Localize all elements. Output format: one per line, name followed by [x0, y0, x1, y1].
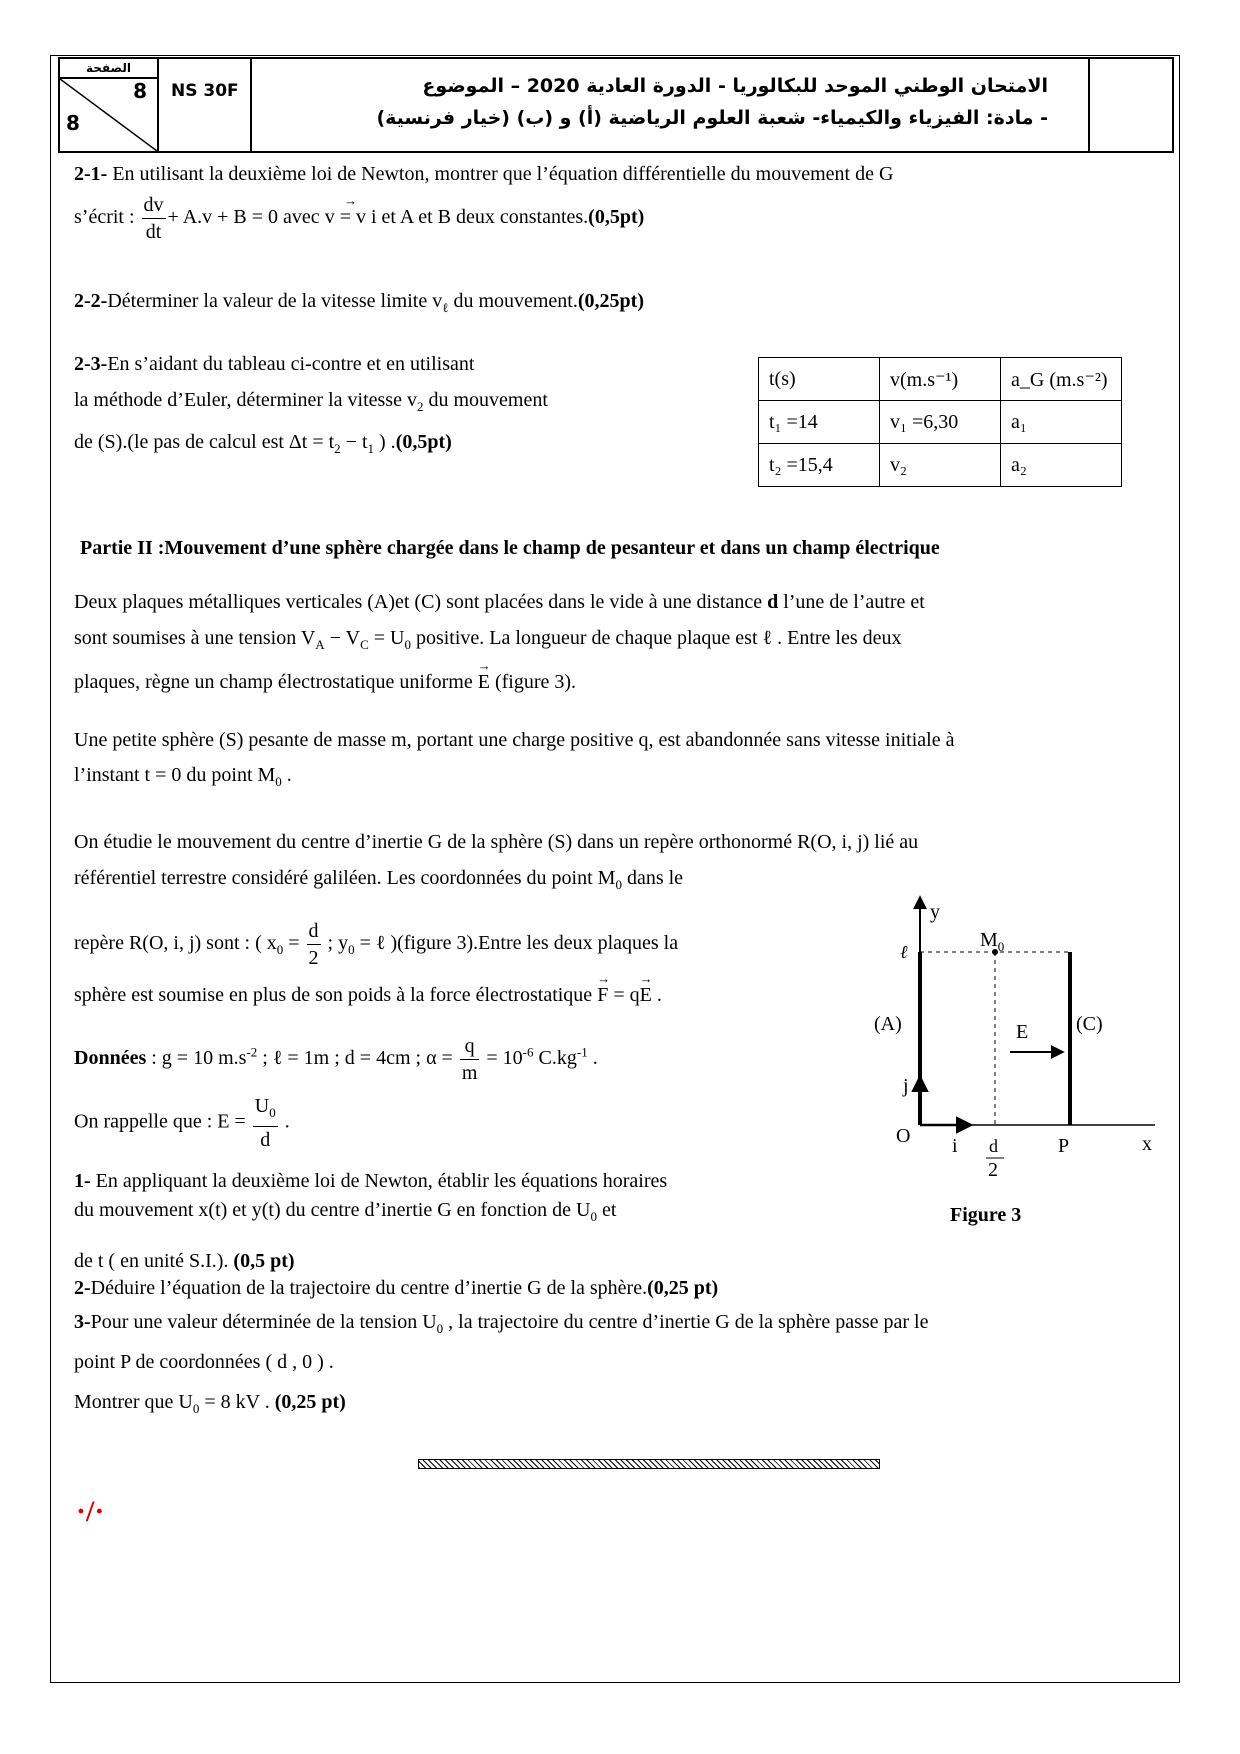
- table-header-row: [759, 358, 1122, 401]
- u0-over-d-fraction: [253, 1093, 278, 1153]
- question-text: du mouvement: [423, 389, 548, 411]
- question-2-3-line3: [74, 430, 452, 461]
- question-1-line2: [74, 1198, 616, 1229]
- table-header: a_G (m.s⁻²): [1001, 358, 1122, 401]
- text: du mouvement x(t) et y(t) du centre d’inertie G en fonction de U: [74, 1199, 591, 1221]
- subscript: 0: [192, 1401, 200, 1416]
- text: référentiel terrestre considéré galiléen. Les coordonnées du point M: [74, 867, 616, 889]
- text: = U: [368, 627, 405, 649]
- subscript: 2: [334, 441, 341, 456]
- text: .: [281, 764, 292, 786]
- page-number: 8: [133, 79, 147, 103]
- text: = ℓ )(figure 3).Entre les deux plaques la: [354, 932, 679, 955]
- question-number: 3-: [74, 1311, 91, 1333]
- text: dans le: [621, 867, 684, 889]
- question-2-3-line1: [74, 352, 474, 376]
- part2-p1-line1: [74, 590, 925, 614]
- text: C.kg: [533, 1047, 577, 1070]
- part2-p3-line2: [74, 866, 683, 897]
- label-y: y: [930, 901, 940, 923]
- eq-tail: et A et B deux constantes.: [376, 206, 589, 229]
- part2-p1-line2: [74, 626, 902, 657]
- numerator: dv: [142, 192, 166, 219]
- field-vector-E: → E: [478, 670, 490, 694]
- question-3-line3: [74, 1390, 346, 1421]
- numerator: [253, 1093, 278, 1127]
- numerator: d: [307, 918, 321, 945]
- question-number: 2-1-: [74, 163, 108, 185]
- exam-title-line1: الامتحان الوطني الموحد للبكالوريا - الدورة العادية 2020 – الموضوع: [422, 75, 1048, 97]
- data-line: [74, 1033, 598, 1086]
- table-row: [759, 444, 1122, 487]
- denominator: m: [461, 1062, 478, 1084]
- table-cell: v₁ =6,30: [880, 401, 1001, 444]
- eq-rest: + A.v + B = 0 avec: [167, 206, 325, 229]
- table-header: t(s): [759, 358, 880, 401]
- exam-code: NS 30F: [171, 81, 239, 101]
- question-text: Déterminer la valeur de la vitesse limite v: [107, 290, 443, 312]
- points: (0,25 pt): [647, 1277, 719, 1299]
- question-3-line1: [74, 1310, 929, 1341]
- text: l’une de l’autre et: [778, 591, 925, 613]
- table-cell: a₂: [1001, 444, 1122, 487]
- denominator: 2: [988, 1159, 998, 1181]
- label-l: ℓ: [900, 942, 908, 962]
- question-text: En s’aidant du tableau ci-contre et en utilisant: [107, 353, 475, 375]
- text: = 8 kV .: [199, 1391, 275, 1413]
- subscript: ℓ: [442, 300, 449, 315]
- continuation-mark: ·/·: [76, 1495, 105, 1528]
- table-header: v(m.s⁻¹): [880, 358, 1001, 401]
- subscript: 0: [615, 877, 622, 892]
- exam-header: [58, 57, 1174, 153]
- text: Deux plaques métalliques verticales (A)et (C) sont placées dans le vide à une distance: [74, 591, 768, 613]
- part2-p2-line1: Une petite sphère (S) pesante de masse m, portant une charge positive q, est abandonnée sans vitesse initiale à: [74, 729, 955, 751]
- subscript: 0: [436, 1321, 444, 1336]
- denominator: d: [260, 1129, 271, 1151]
- data-label: Données: [74, 1047, 147, 1070]
- points: (0,25pt): [577, 290, 644, 312]
- table-cell: t₂ =15,4: [759, 444, 880, 487]
- label-p: P: [1058, 1135, 1070, 1157]
- exam-code-cell: [159, 59, 252, 151]
- exam-title-line2: - مادة: الفيزياء والكيمياء- شعبة العلوم الرياضية (أ) و (ب) (خيار فرنسية): [376, 107, 1048, 129]
- label-x: x: [1142, 1133, 1152, 1155]
- text: U: [254, 1095, 270, 1117]
- force-vector-F: → F: [597, 983, 608, 1007]
- question-text-end: du mouvement.: [448, 290, 578, 312]
- superscript: -6: [522, 1044, 534, 1060]
- text: et: [597, 1199, 617, 1221]
- text: sont soumises à une tension V: [74, 627, 316, 649]
- question-number: 1-: [74, 1170, 91, 1192]
- part2-p1-line3: [74, 670, 576, 694]
- numerator: q: [460, 1033, 480, 1060]
- part2-p3-line4: [74, 983, 662, 1007]
- text: , la trajectoire du centre d’inertie G de la sphère passe par le: [443, 1311, 929, 1333]
- text: repère R(O, i, j) sont : ( x: [74, 932, 277, 955]
- subscript: 0: [276, 942, 284, 958]
- subscript: 0: [269, 1105, 276, 1120]
- text: − V: [324, 627, 361, 649]
- question-number: 2-3-: [74, 353, 108, 375]
- text: On rappelle que : E =: [74, 1110, 251, 1133]
- table-row: [759, 401, 1122, 444]
- distance-d: d: [767, 591, 779, 613]
- d-over-2-fraction: [307, 918, 321, 971]
- table-cell: t₁ =14: [759, 401, 880, 444]
- dv-dt-fraction: [142, 192, 166, 245]
- question-text: − t: [340, 431, 368, 453]
- part2-p3-line3: [74, 918, 678, 971]
- subscript: A: [315, 637, 325, 652]
- section-separator: [418, 1459, 880, 1469]
- page-label: الصفحة: [60, 59, 157, 79]
- part2-p3-line1: On étudie le mouvement du centre d’inertie G de la sphère (S) dans un repère orthonormé R(O, i, j) lié au: [74, 831, 919, 853]
- text: = 10: [481, 1047, 523, 1070]
- label-j: j: [903, 1075, 909, 1097]
- question-number: 2-: [74, 1277, 91, 1299]
- question-2-1-equation: [74, 192, 644, 245]
- text: =: [283, 932, 305, 955]
- part2-p2-line2: [74, 763, 292, 794]
- superscript: -2: [246, 1044, 258, 1060]
- text: positive. La longueur de chaque plaque est ℓ . Entre les deux: [410, 627, 902, 649]
- points: (0,5pt): [395, 431, 452, 453]
- subscript: 2: [416, 399, 424, 414]
- label-plate-c: (C): [1076, 1013, 1103, 1035]
- text: En appliquant la deuxième loi de Newton, établir les équations horaires: [90, 1170, 668, 1192]
- text: = q: [608, 984, 640, 1006]
- label-e: E: [1016, 1021, 1029, 1043]
- text: Déduire l’équation de la trajectoire du centre d’inertie G de la sphère.: [90, 1277, 648, 1299]
- denominator: dt: [145, 221, 162, 243]
- text: : g = 10 m.s: [146, 1047, 247, 1070]
- recall-line: [74, 1093, 290, 1153]
- question-3-line2: point P de coordonnées ( d , 0 ) .: [74, 1351, 334, 1373]
- text: sphère est soumise en plus de son poids à la force électrostatique: [74, 984, 598, 1006]
- page-number-cell: [60, 59, 159, 151]
- subscript: 0: [404, 637, 411, 652]
- points: (0,5pt): [588, 206, 645, 229]
- text: .: [587, 1047, 598, 1070]
- label-plate-a: (A): [874, 1013, 902, 1035]
- label-origin: O: [896, 1125, 911, 1147]
- question-text: En utilisant la deuxième loi de Newton, montrer que l’équation différentielle du mouvement de G: [107, 163, 894, 185]
- subscript: C: [360, 637, 369, 652]
- label-d: d: [989, 1136, 998, 1156]
- page-total: 8: [66, 111, 80, 135]
- text: ; ℓ = 1m ; d = 4cm ; α =: [257, 1047, 458, 1070]
- text: Montrer que U: [74, 1391, 193, 1413]
- data-table: [758, 357, 1122, 487]
- subscript: 0: [275, 774, 282, 789]
- question-1-line1: [74, 1169, 667, 1193]
- denominator: 2: [308, 947, 319, 969]
- question-2-1: [74, 162, 893, 186]
- subscript: 1: [367, 441, 375, 456]
- subscript: 0: [590, 1209, 597, 1224]
- text: (figure 3).: [489, 671, 577, 693]
- label-m0: $M_0$: [980, 929, 1005, 954]
- points: (0,25 pt): [274, 1391, 346, 1413]
- question-2: [74, 1276, 718, 1300]
- field-vector-E: → E: [640, 983, 652, 1007]
- text: de t ( en unité S.I.).: [74, 1250, 234, 1272]
- question-text: ) .: [374, 431, 396, 453]
- q-over-m-fraction: [460, 1033, 480, 1086]
- question-2-3-line2: [74, 388, 548, 419]
- text: Pour une valeur déterminée de la tension U: [90, 1311, 437, 1333]
- text: .: [279, 1110, 290, 1133]
- title-cell: [252, 59, 1090, 151]
- velocity-vector-eq: → v = v i: [325, 205, 377, 229]
- question-1-line3: [74, 1249, 295, 1273]
- text: l’instant t = 0 du point M: [74, 764, 276, 786]
- figure-3: [870, 890, 1160, 1160]
- table-cell: a₁: [1001, 401, 1122, 444]
- question-text: de (S).(le pas de calcul est Δt = t: [74, 431, 335, 453]
- label-i: i: [952, 1135, 958, 1157]
- text: .: [651, 984, 662, 1006]
- points: (0,5 pt): [233, 1250, 295, 1272]
- subscript: 0: [348, 942, 355, 958]
- eq-prefix: s’écrit :: [74, 206, 140, 229]
- superscript: -1: [576, 1044, 588, 1060]
- question-text: la méthode d’Euler, déterminer la vitesse v: [74, 389, 417, 411]
- part2-title: Partie II :Mouvement d’une sphère chargée dans le champ de pesanteur et dans un champ électrique: [80, 537, 940, 559]
- text: ; y: [322, 932, 349, 955]
- figure-caption: Figure 3: [950, 1204, 1022, 1226]
- table-cell: v₂: [880, 444, 1001, 487]
- question-number: 2-2-: [74, 290, 108, 312]
- question-2-2: [74, 289, 644, 320]
- text: plaques, règne un champ électrostatique uniforme: [74, 671, 478, 693]
